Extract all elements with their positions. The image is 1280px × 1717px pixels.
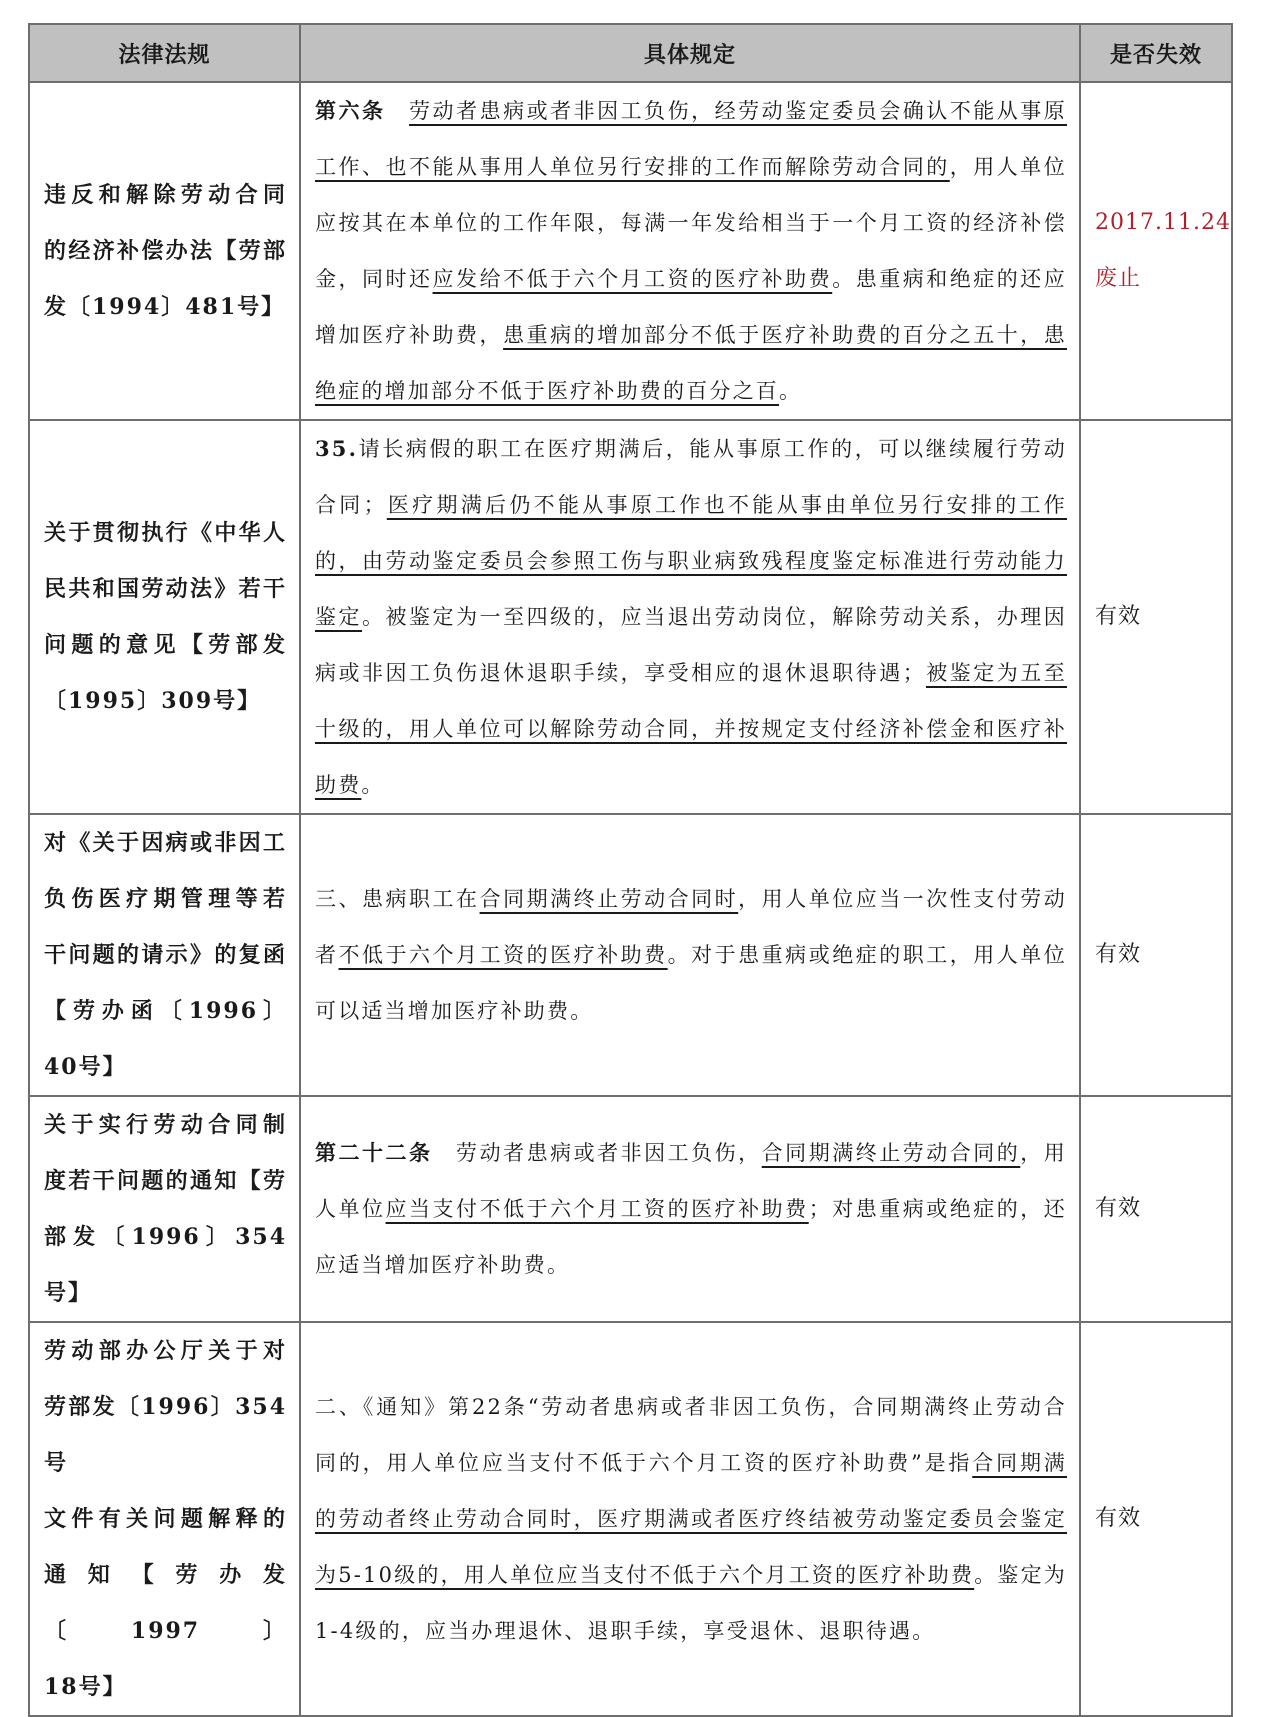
provision-text-underlined: 合同期满终止劳动合同时 (479, 887, 739, 911)
status-cell (1080, 1322, 1232, 1716)
provision-text: 。被鉴定为一至四级的，应当退出劳动岗位，解除劳动关系，办理因病或非因工负伤退休退职手续，享受相应的退休退职待遇； (315, 605, 1068, 685)
law-title-line: 干问题的请示》的复函 (44, 942, 287, 968)
provision-text: 三、患病职工在 (315, 887, 480, 911)
provision-text: 。对于患重病或绝症的职工，用人单位可以适当增加医疗补助费。 (315, 943, 1067, 1023)
provision-cell (300, 1322, 1080, 1716)
article-number: 35. (315, 436, 359, 461)
provision-text: 。鉴定为1-4级的，应当办理退休、退职手续，享受退休、退职待遇。 (315, 1563, 1067, 1643)
table-row (29, 82, 1232, 420)
status-badge: 有效 (1095, 604, 1142, 629)
table-header-row (29, 24, 1232, 82)
law-title-line: 民共和国劳动法》若干 (44, 576, 287, 602)
law-title-line: 〔1995〕309号】 (44, 688, 262, 714)
status-cell (1080, 82, 1232, 420)
provision-text: 劳动者患病或者非因工负伤， (432, 1141, 762, 1165)
provision-text-underlined: 应发给不低于六个月工资的医疗补助费 (432, 267, 833, 291)
status-badge: 废止 (1095, 266, 1142, 291)
provision-text-underlined: 劳动者患病或者非因工负伤，经劳动鉴定委员会确认不能从事原工作、也不能从事用人单位另行安排的工作而解除劳动合同的 (315, 99, 1067, 179)
provision-text: 。 (779, 379, 803, 403)
provision-text-underlined: 被鉴定为五至十级的，用人单位可以解除劳动合同，并按规定支付经济补偿金和医疗补助费 (315, 661, 1067, 797)
provision-text: ，用人单位 (315, 1141, 1067, 1221)
status-badge: 有效 (1095, 1196, 1142, 1221)
law-title-line: 文件有关问题解释的 (44, 1506, 287, 1532)
provision-text: 。 (361, 773, 385, 797)
law-title-line: 问题的意见【劳部发 (44, 632, 287, 658)
law-title-line: 【劳办函〔1996〕40号】 (44, 998, 287, 1080)
law-title-line: 度若干问题的通知【劳 (44, 1168, 287, 1194)
column-header-law: 法律法规 (29, 24, 300, 82)
law-title-line: 劳部发〔1996〕354号 (44, 1394, 287, 1476)
provision-cell (300, 82, 1080, 420)
law-title-line: 关于实行劳动合同制 (44, 1112, 287, 1138)
law-title-line: 劳动部办公厅关于对 (44, 1338, 287, 1364)
provision-text: 请长病假的职工在医疗期满后，能从事原工作的，可以继续履行劳动合同； (315, 437, 1067, 517)
article-number: 第二十二条 (315, 1140, 433, 1165)
status-cell (1080, 814, 1232, 1096)
status-badge: 有效 (1095, 1506, 1142, 1531)
provision-text: ，用人单位应按其在本单位的工作年限，每满一年发给相当于一个月工资的经济补偿金，同时还 (315, 155, 1068, 291)
law-title-line: 通知【劳办发〔1997〕 (44, 1562, 287, 1644)
provision-text: ；对患重病或绝症的，还应适当增加医疗补助费。 (315, 1197, 1067, 1277)
repeal-date: 2017.11.24 (1095, 210, 1231, 235)
column-header-provision: 具体规定 (300, 24, 1080, 82)
table-row (29, 1322, 1232, 1716)
law-title-line: 的经济补偿办法【劳部 (44, 238, 287, 264)
provision-text: ，用人单位应当一次性支付劳动者 (315, 887, 1067, 967)
law-title-cell (29, 82, 300, 420)
status-cell (1080, 1096, 1232, 1322)
provision-text-underlined: 合同期满的劳动者终止劳动合同时，医疗期满或者医疗终结被劳动鉴定委员会鉴定为5-10级的，用人单位应当支付不低于六个月工资的医疗补助费 (315, 1451, 1067, 1587)
provision-text-underlined: 不低于六个月工资的医疗补助费 (338, 943, 668, 967)
status-badge: 有效 (1095, 942, 1142, 967)
provision-cell (300, 814, 1080, 1096)
provision-cell (300, 1096, 1080, 1322)
table-row (29, 1096, 1232, 1322)
law-title-cell (29, 420, 300, 814)
table-row (29, 420, 1232, 814)
law-title-cell (29, 1322, 300, 1716)
law-title-line: 负伤医疗期管理等若 (44, 886, 287, 912)
provision-text-underlined: 应当支付不低于六个月工资的医疗补助费 (385, 1197, 809, 1221)
law-title-line: 发〔1994〕481号】 (44, 294, 286, 320)
column-header-status: 是否失效 (1080, 24, 1232, 82)
provision-text-underlined: 合同期满终止劳动合同的 (761, 1141, 1021, 1165)
law-title-line: 对《关于因病或非因工 (44, 830, 287, 856)
provision-text: 。患重病和绝症的还应增加医疗补助费， (315, 267, 1068, 347)
law-title-line: 违反和解除劳动合同 (44, 182, 287, 208)
article-number: 第六条 (315, 98, 386, 123)
table-row (29, 814, 1232, 1096)
law-title-line: 部发〔1996〕354号】 (44, 1224, 287, 1306)
law-title-line: 18号】 (44, 1674, 127, 1700)
law-title-cell (29, 814, 300, 1096)
provision-text-underlined: 医疗期满后仍不能从事原工作也不能从事由单位另行安排的工作的，由劳动鉴定委员会参照工伤与职业病致残程度鉴定标准进行劳动能力鉴定 (315, 493, 1067, 629)
provision-text (386, 99, 410, 123)
provision-text-underlined: 患重病的增加部分不低于医疗补助费的百分之五十，患绝症的增加部分不低于医疗补助费的百分之百 (315, 323, 1067, 403)
provision-cell (300, 420, 1080, 814)
provision-text: 二、《通知》第22条“劳动者患病或者非因工负伤，合同期满终止劳动合同的，用人单位应当支付不低于六个月工资的医疗补助费”是指 (315, 1395, 1067, 1475)
status-cell (1080, 420, 1232, 814)
law-comparison-table (28, 23, 1233, 1717)
law-title-line: 关于贯彻执行《中华人 (44, 520, 287, 546)
law-title-cell (29, 1096, 300, 1322)
